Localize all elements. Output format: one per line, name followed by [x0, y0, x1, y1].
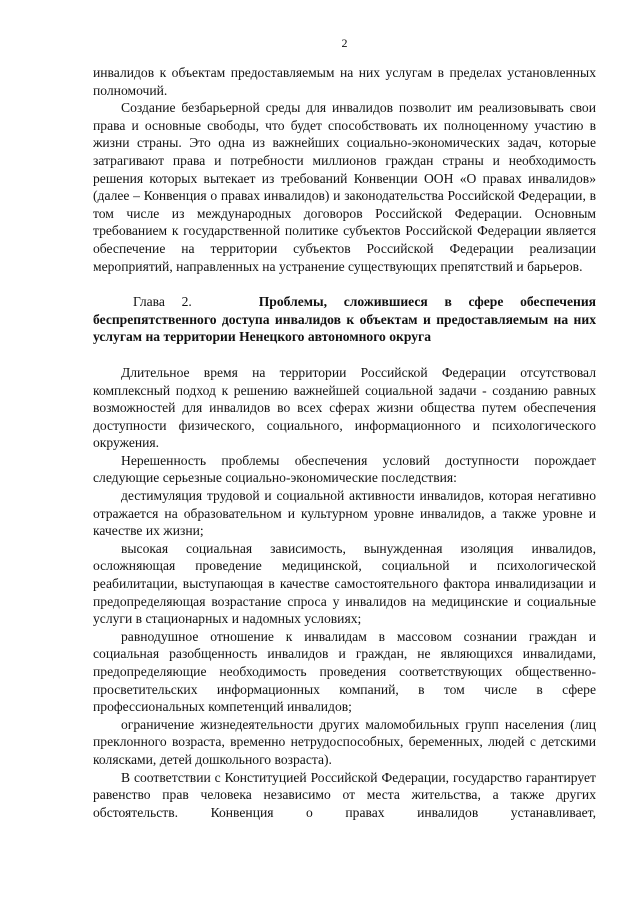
- section-spacer: [93, 346, 596, 364]
- chapter-label: Глава 2.: [133, 294, 192, 310]
- document-page: [93, 36, 596, 821]
- paragraph-continuation: инвалидов к объектам предоставляемым на них услугам в пределах установленных полномочий.: [93, 65, 596, 98]
- list-item-social-dependence: высокая социальная зависимость, вынужденная изоляция инвалидов, осложняющая проведение медицинской, социальной и психологической реабилитации, выступающая в качестве самостоятельного фактора инвалидизации и предопределяющая возрастание спроса у инвалидов на медицинские и социальные услуги в стационарных и надомных условиях;: [93, 540, 596, 627]
- list-item-destimulation: дестимуляция трудовой и социальной активности инвалидов, которая негативно отражается на образовательном и культурном уровне инвалидов, а также уровне и качестве их жизни;: [93, 488, 596, 539]
- section-spacer: [93, 275, 596, 293]
- chapter-title: Проблемы, сложившиеся в сфере обеспечения беспрепятственного доступа инвалидов к объектам и предоставляемым на них услугам на территории Ненецкого автономного округа: [93, 294, 597, 345]
- list-item-indifference: равнодушное отношение к инвалидам в массовом сознании граждан и социальная разобщенность инвалидов и граждан, не являющихся инвалидами, предопределяющие необходимость проведения соответствующих общественно-просветительских информационных компаний, в том числе в сфере профессиональных компетенций инвалидов;: [93, 628, 596, 715]
- paragraph-consequences-intro: Нерешенность проблемы обеспечения условий доступности порождает следующие серьезные социально-экономические последствия:: [93, 452, 596, 486]
- paragraph-constitution: В соответствии с Конституцией Российской Федерации, государство гарантирует равенство прав человека независимо от места жительства, а также других обстоятельств. Конвенция о правах инвалидов устанавливает,: [93, 769, 596, 820]
- chapter-heading: [93, 293, 596, 346]
- list-item-limited-mobility: ограничение жизнедеятельности других маломобильных групп населения (лиц преклонного возраста, временно нетрудоспособных, беременных, людей с детскими колясками, детей дошкольного возраста).: [93, 716, 596, 767]
- paragraph-long-absence: Длительное время на территории Российской Федерации отсутствовал комплексный подход к решению важнейшей социальной задачи - созданию равных возможностей для инвалидов во всех сферах жизни общества путем обеспечения доступности физического, социального, информационного и психологического окружения.: [93, 364, 596, 451]
- page-number: 2: [341, 36, 348, 50]
- paragraph-barrier-free-environment: Создание безбарьерной среды для инвалидов позволит им реализовывать свои права и основные свободы, что будет способствовать их полноценному участию в жизни страны. Это одна из важнейших социально-экономических задач, которые затрагивают права и потребности миллионов граждан страны и необходимость решения которых вытекает из требований Конвенции ООН «О правах инвалидов» (далее – Конвенция о правах инвалидов) и законодательства Российской Федерации, в том числе из международных договоров Российской Федерации. Основным требованием к государственной политике субъектов Российской Федерации является обеспечение на территории субъектов Российской Федерации реализации мероприятий, направленных на устранение существующих препятствий и барьеров.: [93, 100, 596, 274]
